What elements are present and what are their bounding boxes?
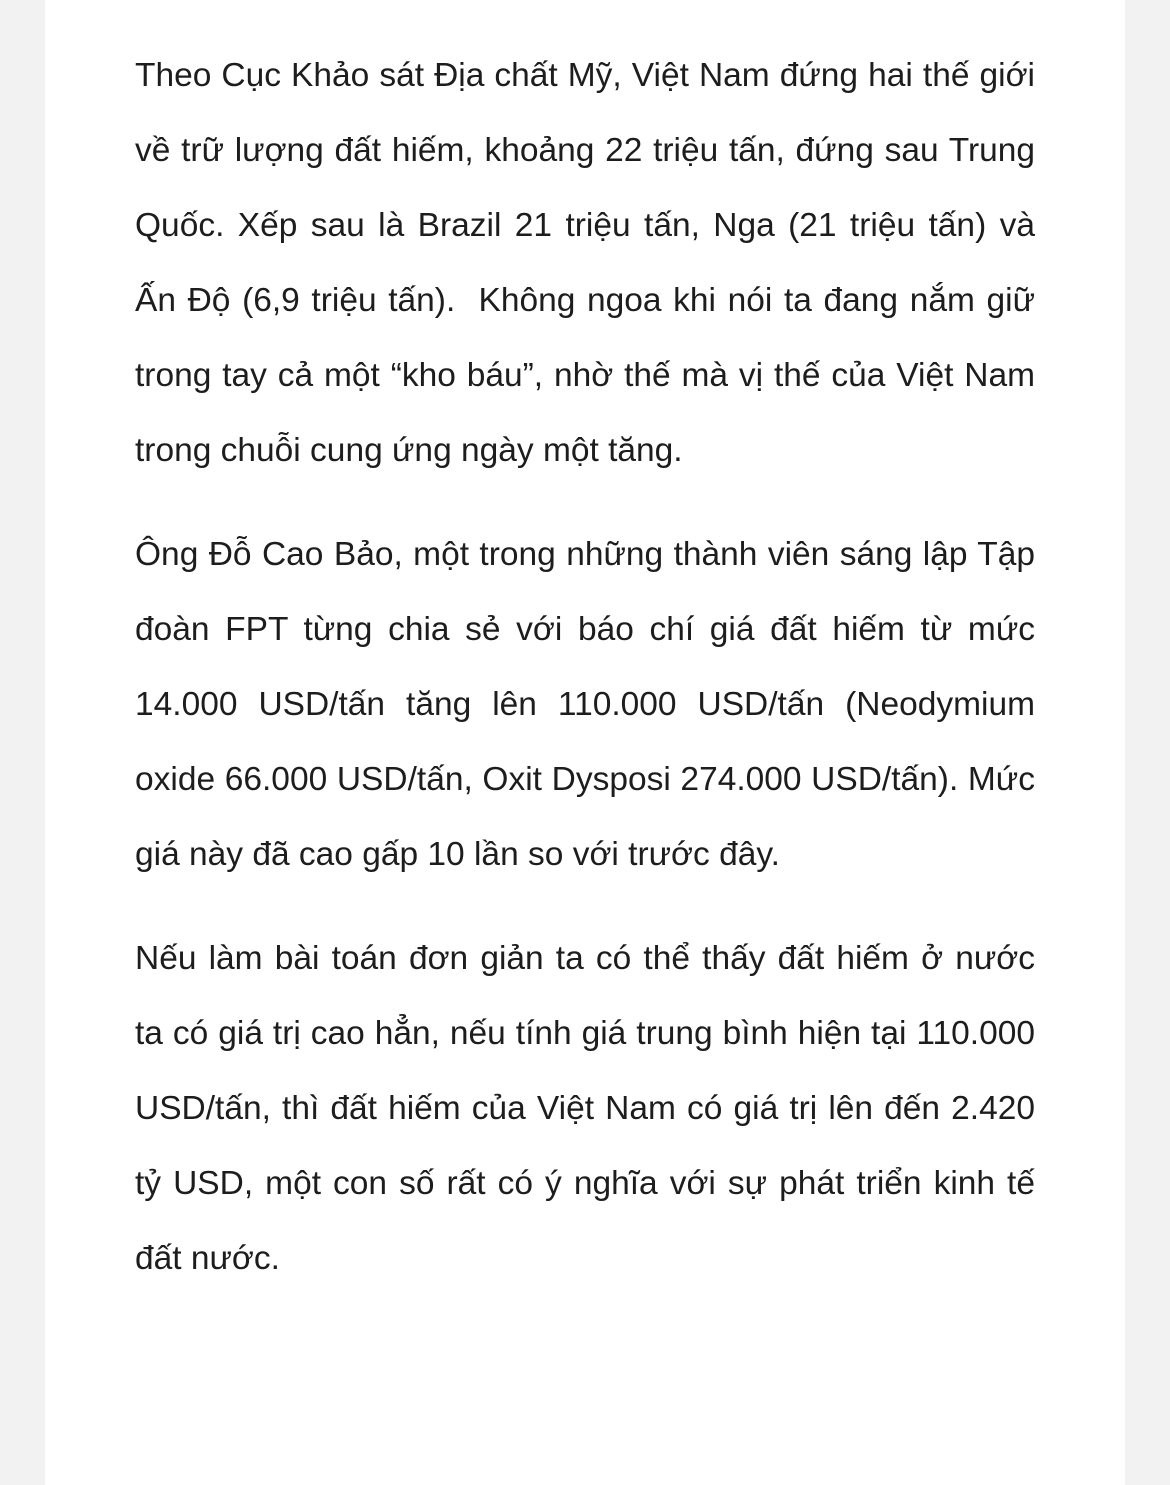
paragraph-rare-earth-prices: Ông Đỗ Cao Bảo, một trong những thành viên sáng lập Tập đoàn FPT từng chia sẻ với báo chí giá đất hiếm từ mức 14.000 USD/tấn tăng lên 110.000 USD/tấn (Neodymium oxide 66.000 USD/tấn, Oxit Dysposi 274.000 USD/tấn). Mức giá này đã cao gấp 10 lần so với trước đây. <box>135 536 1045 873</box>
article-body <box>135 38 1045 1296</box>
paragraph-rare-earth-value: Nếu làm bài toán đơn giản ta có thể thấy đất hiếm ở nước ta có giá trị cao hẳn, nếu tính giá trung bình hiện tại 110.000 USD/tấn, thì đất hiếm của Việt Nam có giá trị lên đến 2.420 tỷ USD, một con số rất có ý nghĩa với sự phát triển kinh tế đất nước. <box>135 940 1045 1277</box>
paragraph-rare-earth-reserves: Theo Cục Khảo sát Địa chất Mỹ, Việt Nam đứng hai thế giới về trữ lượng đất hiếm, khoảng 22 triệu tấn, đứng sau Trung Quốc. Xếp sau là Brazil 21 triệu tấn, Nga (21 triệu tấn) và Ấn Độ (6,9 triệu tấn). Không ngoa khi nói ta đang nắm giữ trong tay cả một “kho báu”, nhờ thế mà vị thế của Việt Nam trong chuỗi cung ứng ngày một tăng. <box>135 57 1045 469</box>
page-sheet <box>45 0 1125 1485</box>
